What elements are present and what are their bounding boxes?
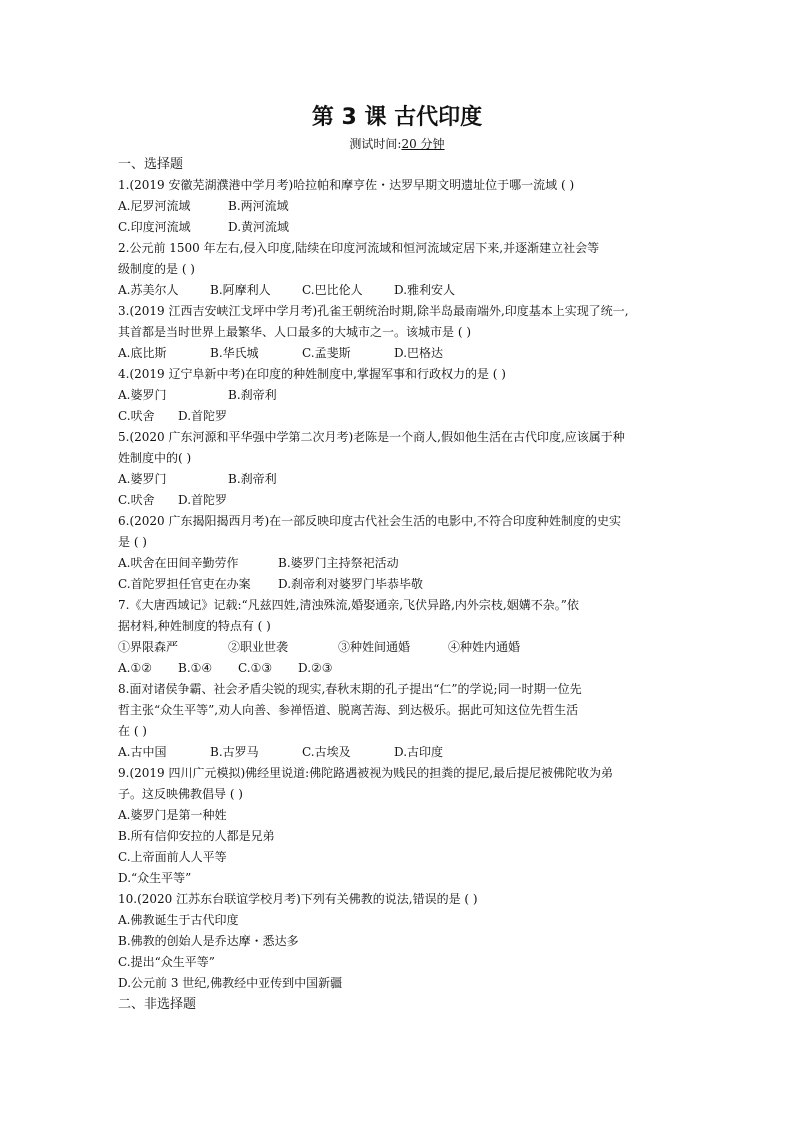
option-row bbox=[118, 490, 676, 511]
question-stem: 是 ( ) bbox=[118, 535, 147, 549]
option-b: B.华氏城 bbox=[210, 346, 259, 360]
option-a: A.古中国 bbox=[118, 745, 167, 759]
option-d: D.黄河流域 bbox=[228, 220, 290, 234]
option-c: C.印度河流域 bbox=[118, 220, 191, 234]
option-row bbox=[118, 469, 676, 490]
question-7 bbox=[118, 595, 676, 679]
section-heading-choice: 一、选择题 bbox=[118, 157, 184, 172]
option-d: D.公元前 3 世纪,佛教经中亚传到中国新疆 bbox=[118, 976, 343, 990]
question-stem: 8.面对诸侯争霸、社会矛盾尖锐的现实,春秋末期的孔子提出“仁”的学说;同一时期一位先 bbox=[118, 682, 582, 696]
option-row bbox=[118, 742, 676, 763]
page-title: 第 3 课 古代印度 bbox=[311, 105, 483, 130]
option-b: B.阿摩利人 bbox=[210, 283, 271, 297]
option-c: C.巴比伦人 bbox=[302, 283, 363, 297]
question-stem: 2.公元前 1500 年左右,侵入印度,陆续在印度河流域和恒河流域定居下来,并逐渐建立社会等 bbox=[118, 241, 600, 255]
option-b: B.古罗马 bbox=[210, 745, 259, 759]
question-stem: 10.(2020 江苏东台联谊学校月考)下列有关佛教的说法,错误的是 ( ) bbox=[118, 892, 478, 906]
option-a: A.佛教诞生于古代印度 bbox=[118, 913, 239, 927]
option-d: D.“众生平等” bbox=[118, 871, 192, 885]
statement-4: ④种姓内通婚 bbox=[448, 640, 521, 654]
option-row bbox=[118, 385, 676, 406]
option-row bbox=[118, 658, 676, 679]
option-a: A.婆罗门 bbox=[118, 472, 167, 486]
option-a: A.苏美尔人 bbox=[118, 283, 179, 297]
test-time-value: 20 分钟 bbox=[401, 137, 445, 151]
question-stem: 6.(2020 广东揭阳揭西月考)在一部反映印度古代社会生活的电影中,不符合印度种姓制度的史实 bbox=[118, 514, 621, 528]
statement-row bbox=[118, 637, 676, 658]
question-stem: 4.(2019 辽宁阜新中考)在印度的种姓制度中,掌握军事和行政权力的是 ( ) bbox=[118, 367, 506, 381]
option-row bbox=[118, 553, 676, 574]
option-d: D.首陀罗 bbox=[178, 409, 228, 423]
question-stem: 在 ( ) bbox=[118, 724, 147, 738]
question-9 bbox=[118, 763, 676, 889]
option-a: A.①② bbox=[118, 661, 152, 675]
option-c: C.①③ bbox=[238, 661, 273, 675]
option-d: D.刹帝利对婆罗门毕恭毕敬 bbox=[278, 577, 424, 591]
question-stem: 哲主张“众生平等”,劝人向善、参禅悟道、脱离苦海、到达极乐。据此可知这位先哲生活 bbox=[118, 703, 579, 717]
question-10 bbox=[118, 889, 676, 994]
question-stem: 3.(2019 江西吉安峡江戈坪中学月考)孔雀王朝统治时期,除半岛最南端外,印度基本上实现了统一, bbox=[118, 304, 629, 318]
test-time bbox=[118, 134, 676, 154]
statement-1: ①界限森严 bbox=[118, 640, 179, 654]
question-stem: 5.(2020 广东河源和平华强中学第二次月考)老陈是一个商人,假如他生活在古代印度,应该属于种 bbox=[118, 430, 625, 444]
question-8 bbox=[118, 679, 676, 763]
option-d: D.②③ bbox=[298, 661, 333, 675]
question-6 bbox=[118, 511, 676, 595]
option-b: B.刹帝利 bbox=[228, 388, 277, 402]
option-b: B.两河流域 bbox=[228, 199, 289, 213]
option-c: C.吠舍 bbox=[118, 409, 155, 423]
option-c: C.提出“众生平等” bbox=[118, 955, 215, 969]
option-d: D.古印度 bbox=[394, 745, 444, 759]
option-b: B.所有信仰安拉的人都是兄弟 bbox=[118, 829, 275, 843]
option-c: C.首陀罗担任官吏在办案 bbox=[118, 577, 251, 591]
option-row bbox=[118, 343, 676, 364]
option-a: A.婆罗门是第一种姓 bbox=[118, 808, 227, 822]
worksheet-page bbox=[118, 102, 676, 1015]
option-b: B.佛教的创始人是乔达摩・悉达多 bbox=[118, 934, 299, 948]
question-2 bbox=[118, 238, 676, 301]
question-stem: 级制度的是 ( ) bbox=[118, 262, 195, 276]
question-stem: 9.(2019 四川广元模拟)佛经里说道:佛陀路遇被视为贱民的担粪的提尼,最后提尼被佛陀收为弟 bbox=[118, 766, 614, 780]
statement-3: ③种姓间通婚 bbox=[338, 640, 411, 654]
question-4 bbox=[118, 364, 676, 427]
option-row bbox=[118, 574, 676, 595]
statement-2: ②职业世袭 bbox=[228, 640, 289, 654]
question-stem: 7.《大唐西域记》记载:“凡兹四姓,清浊殊流,婚娶通亲,飞伏异路,内外宗枝,姻媾不杂。”依 bbox=[118, 598, 579, 612]
option-row bbox=[118, 280, 676, 301]
option-c: C.吠舍 bbox=[118, 493, 155, 507]
option-b: B.刹帝利 bbox=[228, 472, 277, 486]
question-1 bbox=[118, 175, 676, 238]
question-5 bbox=[118, 427, 676, 511]
option-a: A.婆罗门 bbox=[118, 388, 167, 402]
option-d: D.首陀罗 bbox=[178, 493, 228, 507]
option-a: A.尼罗河流域 bbox=[118, 199, 191, 213]
section-heading-non-choice: 二、非选择题 bbox=[118, 997, 197, 1012]
option-row bbox=[118, 196, 676, 217]
option-a: A.吠舍在田间辛勤劳作 bbox=[118, 556, 239, 570]
question-stem: 据材料,种姓制度的特点有 ( ) bbox=[118, 619, 271, 633]
option-b: B.婆罗门主持祭祀活动 bbox=[278, 556, 399, 570]
option-row bbox=[118, 406, 676, 427]
option-row bbox=[118, 217, 676, 238]
option-d: D.巴格达 bbox=[394, 346, 444, 360]
question-stem: 姓制度中的( ) bbox=[118, 451, 192, 465]
question-stem: 子。这反映佛教倡导 ( ) bbox=[118, 787, 243, 801]
option-c: C.上帝面前人人平等 bbox=[118, 850, 227, 864]
option-b: B.①④ bbox=[178, 661, 213, 675]
test-time-label: 测试时间: bbox=[349, 137, 402, 151]
question-3 bbox=[118, 301, 676, 364]
option-a: A.底比斯 bbox=[118, 346, 167, 360]
option-d: D.雅利安人 bbox=[394, 283, 456, 297]
question-stem: 其首都是当时世界上最繁华、人口最多的大城市之一。该城市是 ( ) bbox=[118, 325, 471, 339]
question-stem: 1.(2019 安徽芜湖濮港中学月考)哈拉帕和摩亨佐・达罗早期文明遗址位于哪一流域 ( ) bbox=[118, 178, 575, 192]
option-c: C.孟斐斯 bbox=[302, 346, 351, 360]
option-c: C.古埃及 bbox=[302, 745, 351, 759]
